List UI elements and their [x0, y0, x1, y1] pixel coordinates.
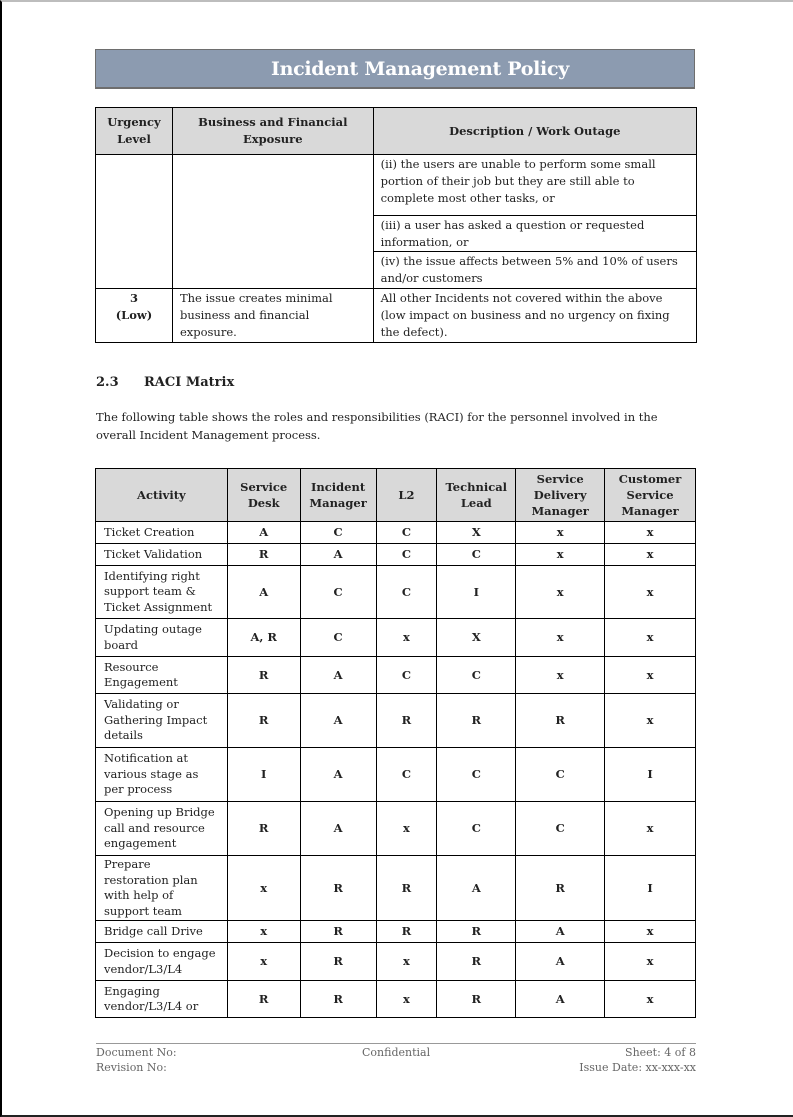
urgency-table [95, 107, 697, 343]
raci-value-cell: R [300, 856, 376, 921]
col-incident-manager: Incident Manager [300, 469, 376, 522]
raci-value-cell: x [605, 544, 696, 566]
raci-value-cell: X [437, 522, 516, 544]
raci-value-cell: C [376, 748, 437, 802]
raci-row [96, 981, 696, 1018]
raci-value-cell: R [376, 856, 437, 921]
raci-value-cell: A [300, 694, 376, 748]
raci-value-cell: x [227, 943, 300, 981]
urgency-level-number: 3 [129, 291, 138, 305]
col-business-exposure: Business and Financial Exposure [172, 108, 373, 155]
raci-value-cell: R [227, 694, 300, 748]
raci-value-cell: A [227, 522, 300, 544]
col-l2: L2 [376, 469, 437, 522]
raci-value-cell: x [516, 619, 605, 657]
raci-value-cell: R [227, 544, 300, 566]
raci-value-cell: x [227, 921, 300, 943]
footer-divider [96, 1043, 696, 1044]
raci-value-cell: C [300, 619, 376, 657]
raci-value-cell: A [227, 566, 300, 619]
raci-value-cell: C [437, 748, 516, 802]
raci-value-cell: A [300, 802, 376, 856]
raci-value-cell: x [605, 802, 696, 856]
raci-row [96, 566, 696, 619]
raci-value-cell: x [516, 566, 605, 619]
raci-value-cell: R [300, 943, 376, 981]
footer-center [362, 1045, 430, 1060]
raci-value-cell: C [376, 566, 437, 619]
raci-value-cell: C [516, 802, 605, 856]
raci-row [96, 544, 696, 566]
raci-row [96, 943, 696, 981]
raci-value-cell: A, R [227, 619, 300, 657]
description-cell [373, 155, 696, 289]
section-number: 2.3 [96, 375, 119, 390]
activity-cell: Bridge call Drive [96, 921, 228, 943]
urgency-row-continued [96, 155, 697, 289]
footer-left [96, 1045, 177, 1075]
col-technical-lead: Technical Lead [437, 469, 516, 522]
raci-value-cell: x [605, 657, 696, 694]
raci-row [96, 802, 696, 856]
activity-cell: Engaging vendor/L3/L4 or [96, 981, 228, 1018]
col-urgency-level: Urgency Level [96, 108, 173, 155]
raci-value-cell: A [437, 856, 516, 921]
raci-value-cell: A [300, 657, 376, 694]
raci-value-cell: C [376, 657, 437, 694]
raci-value-cell: x [516, 522, 605, 544]
raci-value-cell: R [376, 694, 437, 748]
raci-value-cell: A [300, 748, 376, 802]
raci-row [96, 748, 696, 802]
raci-value-cell: x [605, 981, 696, 1018]
col-service-delivery-manager: Service Delivery Manager [516, 469, 605, 522]
activity-cell: Ticket Creation [96, 522, 228, 544]
urgency-level-cell [96, 155, 173, 289]
confidential-label: Confidential [362, 1046, 431, 1059]
raci-value-cell: x [605, 522, 696, 544]
raci-value-cell: R [437, 694, 516, 748]
raci-value-cell: A [516, 943, 605, 981]
raci-value-cell: x [605, 619, 696, 657]
raci-value-cell: R [300, 921, 376, 943]
raci-value-cell: x [376, 802, 437, 856]
activity-cell: Ticket Validation [96, 544, 228, 566]
col-customer-service-manager: Customer Service Manager [605, 469, 696, 522]
raci-value-cell: x [605, 921, 696, 943]
raci-value-cell: R [437, 921, 516, 943]
description-item: (iv) the issue affects between 5% and 10% of users and/or customers [380, 254, 678, 285]
raci-value-cell: C [376, 544, 437, 566]
exposure-cell [172, 155, 373, 289]
raci-value-cell: x [376, 619, 437, 657]
document-number: Document No: [96, 1046, 177, 1059]
raci-value-cell: x [376, 943, 437, 981]
raci-value-cell: R [227, 802, 300, 856]
activity-cell: Prepare restoration plan with help of support team [96, 856, 228, 921]
raci-value-cell: I [437, 566, 516, 619]
raci-value-cell: I [605, 748, 696, 802]
raci-value-cell: A [516, 981, 605, 1018]
revision-number: Revision No: [96, 1061, 167, 1074]
footer-right [579, 1045, 696, 1075]
issue-date: Issue Date: xx-xxx-xx [579, 1061, 696, 1074]
activity-cell: Notification at various stage as per process [96, 748, 228, 802]
urgency-header-row [96, 108, 697, 155]
activity-cell: Identifying right support team & Ticket Assignment [96, 566, 228, 619]
raci-value-cell: X [437, 619, 516, 657]
raci-body [96, 522, 696, 1018]
sheet-number: Sheet: 4 of 8 [625, 1046, 696, 1059]
raci-value-cell: x [516, 544, 605, 566]
activity-cell: Updating outage board [96, 619, 228, 657]
col-activity: Activity [96, 469, 228, 522]
raci-row [96, 921, 696, 943]
raci-value-cell: R [376, 921, 437, 943]
raci-value-cell: C [437, 544, 516, 566]
raci-value-cell: I [227, 748, 300, 802]
col-service-desk: Service Desk [227, 469, 300, 522]
raci-row [96, 522, 696, 544]
col-description: Description / Work Outage [373, 108, 696, 155]
raci-value-cell: C [300, 522, 376, 544]
raci-value-cell: A [516, 921, 605, 943]
raci-value-cell: C [376, 522, 437, 544]
raci-value-cell: x [376, 981, 437, 1018]
activity-cell: Resource Engagement [96, 657, 228, 694]
raci-row [96, 856, 696, 921]
raci-value-cell: C [437, 657, 516, 694]
raci-value-cell: C [437, 802, 516, 856]
raci-value-cell: C [300, 566, 376, 619]
raci-value-cell: I [605, 856, 696, 921]
activity-cell: Opening up Bridge call and resource engagement [96, 802, 228, 856]
raci-row [96, 619, 696, 657]
description-item: (iii) a user has asked a question or requested information, or [374, 216, 696, 252]
urgency-row-low [96, 289, 697, 343]
raci-value-cell: R [437, 943, 516, 981]
raci-row [96, 657, 696, 694]
raci-value-cell: x [605, 566, 696, 619]
description-cell: All other Incidents not covered within the above (low impact on business and no urgency on fixing the defect). [373, 289, 696, 343]
section-title: RACI Matrix [144, 375, 235, 390]
document-title: Incident Management Policy [270, 57, 569, 80]
description-item: (ii) the users are unable to perform some small portion of their job but they are still able to complete most other tasks, or [374, 155, 696, 216]
section-intro: The following table shows the roles and responsibilities (RACI) for the personnel involved in the overall Incident Management process. [96, 410, 658, 442]
raci-value-cell: C [516, 748, 605, 802]
document-title-bar [95, 49, 695, 89]
raci-value-cell: R [227, 657, 300, 694]
activity-cell: Decision to engage vendor/L3/L4 [96, 943, 228, 981]
raci-value-cell: R [300, 981, 376, 1018]
raci-value-cell: R [516, 856, 605, 921]
raci-value-cell: A [300, 544, 376, 566]
section-heading [96, 375, 234, 390]
raci-row [96, 694, 696, 748]
activity-cell: Validating or Gathering Impact details [96, 694, 228, 748]
raci-value-cell: R [516, 694, 605, 748]
exposure-cell: The issue creates minimal business and financial exposure. [172, 289, 373, 343]
raci-value-cell: x [605, 943, 696, 981]
raci-value-cell: R [227, 981, 300, 1018]
raci-value-cell: x [516, 657, 605, 694]
urgency-level-cell [96, 289, 173, 343]
raci-value-cell: R [437, 981, 516, 1018]
raci-value-cell: x [605, 694, 696, 748]
raci-header-row [96, 469, 696, 522]
urgency-level-label: (Low) [115, 308, 153, 322]
raci-value-cell: x [227, 856, 300, 921]
raci-table [95, 468, 696, 1018]
